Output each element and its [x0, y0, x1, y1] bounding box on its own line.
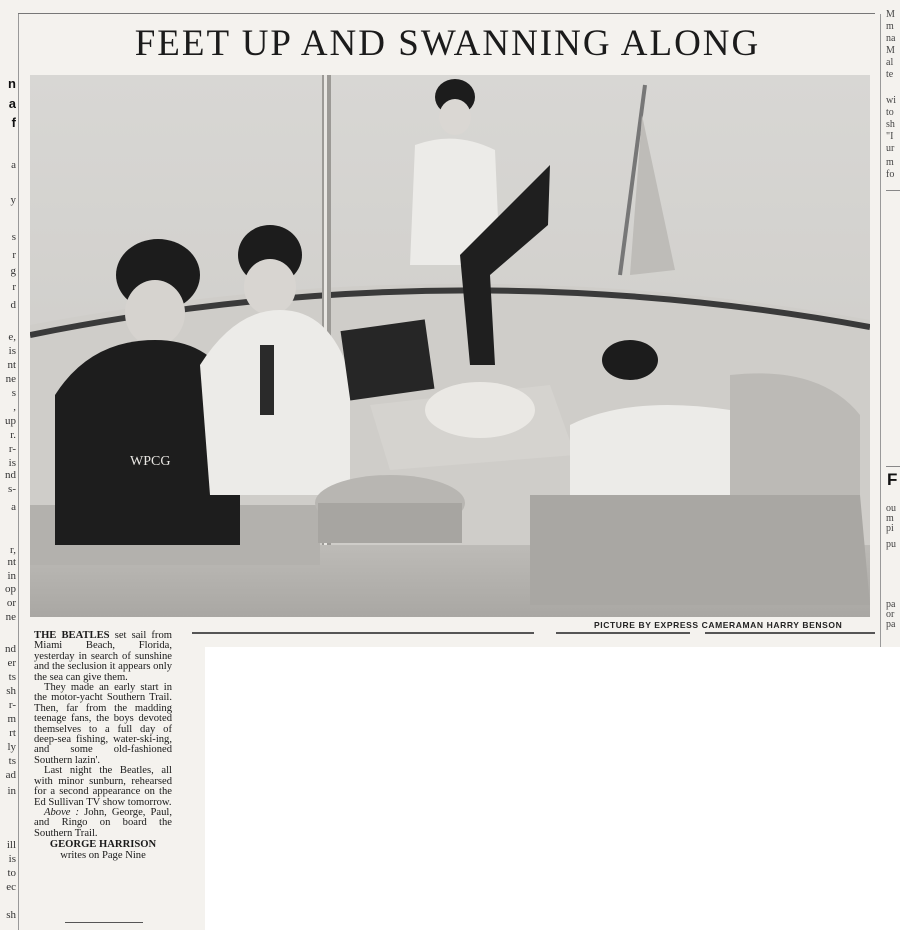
clipped-text-fragment: nt — [7, 359, 16, 371]
clipped-text-fragment: sh — [886, 119, 895, 130]
clipped-text-fragment: r- — [8, 699, 16, 711]
caption-paragraph: They made an early start in the motor-yacht Southern Trail. Then, far from the madding teenage fans, the boys devoted themselves to a full day of deep-sea fishing, water-ski-ing, and some old-fashioned Southern lazin'. — [34, 682, 172, 766]
photo-credit: PICTURE BY EXPRESS CAMERAMAN HARRY BENSON — [594, 620, 843, 630]
clipped-text-fragment: M — [886, 45, 895, 56]
top-rule — [18, 13, 875, 14]
photo-illustration — [30, 75, 870, 617]
caption-text: set sail from Miami Beach, Florida, yesterday in search of sunshine and the seclusion it appears only the sea can give them. — [34, 630, 172, 683]
clipped-text-fragment: ne — [5, 373, 16, 385]
caption-above-text: John, George, Paul, and Ringo on board the Southern Trail. — [34, 806, 172, 839]
clipped-text-fragment: e, — [8, 331, 16, 343]
clipped-text-fragment: in — [7, 570, 16, 582]
clipped-text-fragment: ill — [6, 839, 16, 851]
clipped-text-fragment: is — [8, 457, 16, 469]
clipped-text-fragment: d — [10, 299, 16, 311]
clipped-text-fragment: ne — [5, 611, 16, 623]
clipped-text-fragment: ts — [8, 755, 16, 767]
clipped-text-fragment: or — [886, 609, 895, 620]
clipped-text-fragment: y — [10, 194, 16, 206]
story-top-rule — [556, 632, 690, 634]
byline-page: writes on Page Nine — [60, 849, 146, 861]
clipped-text-fragment: nt — [7, 556, 16, 568]
clipped-text-fragment: m — [7, 713, 16, 725]
clipped-text-fragment: up — [5, 415, 16, 427]
clipped-text-fragment: ly — [7, 741, 16, 753]
clipped-text-fragment: ur — [886, 143, 895, 154]
caption-lead: THE BEATLES — [34, 630, 110, 641]
clipped-text-fragment: f — [11, 115, 16, 130]
clipped-text-fragment: m — [886, 21, 894, 32]
clipped-text-fragment: pu — [886, 539, 896, 550]
clipped-text-fragment: pi — [886, 523, 894, 534]
clipped-text-fragment: is — [8, 345, 16, 357]
clipped-text-fragment: er — [7, 657, 16, 669]
clipped-text-fragment: ts — [8, 671, 16, 683]
clipped-text-fragment: na — [886, 33, 896, 44]
clipped-text-fragment: , — [13, 401, 16, 413]
clipped-text-fragment: sh — [6, 909, 16, 921]
story-top-rule — [192, 632, 534, 634]
clipped-text-fragment: s — [11, 231, 16, 243]
clipped-text-fragment: nd — [5, 469, 16, 481]
clipped-text-fragment: n — [8, 76, 16, 91]
clipped-text-fragment: in — [7, 785, 16, 797]
clipped-text-fragment: ad — [5, 769, 16, 781]
clipped-text-fragment: pa — [886, 599, 896, 610]
clipped-text-fragment: to — [886, 107, 894, 118]
clipped-text-fragment: M — [886, 9, 895, 20]
clipped-text-fragment: to — [7, 867, 16, 879]
right-section-letter: F — [887, 470, 898, 489]
byline-name: GEORGE HARRISON — [49, 839, 157, 851]
clipped-text-fragment: op — [5, 583, 16, 595]
clipped-text-fragment: rt — [9, 727, 16, 739]
clipped-text-fragment: sh — [6, 685, 16, 697]
clipped-text-fragment: m — [886, 157, 894, 168]
photo-caption — [34, 631, 172, 861]
clipped-text-fragment: "I — [886, 131, 894, 142]
clipped-text-fragment: r, — [10, 544, 16, 556]
clipped-text-fragment: m — [886, 513, 894, 524]
clipped-text-fragment: g — [10, 265, 16, 277]
clipped-text-fragment: pa — [886, 619, 896, 630]
right-column-divider — [886, 466, 900, 467]
clipped-text-fragment: wi — [886, 95, 896, 106]
clipped-text-fragment: a — [11, 159, 16, 171]
clipped-text-fragment: a — [11, 501, 16, 513]
caption-paragraph — [34, 808, 172, 839]
news-photograph — [30, 75, 870, 617]
right-column-divider — [886, 190, 900, 191]
clipped-text-fragment: r. — [10, 429, 16, 441]
clipped-text-fragment: ec — [6, 881, 16, 893]
caption-end-rule — [65, 922, 143, 923]
blank-region — [205, 647, 900, 930]
caption-paragraph — [34, 631, 172, 683]
clipped-text-fragment: r — [12, 281, 16, 293]
clipped-text-fragment: or — [6, 597, 16, 609]
caption-above-label: Above : — [44, 806, 80, 818]
clipped-text-fragment: nd — [5, 643, 16, 655]
clipped-text-fragment: s- — [8, 483, 16, 495]
clipped-text-fragment: r — [12, 249, 16, 261]
story-top-rule — [705, 632, 875, 634]
sweater-lettering: WPCG — [130, 454, 171, 469]
left-column-rule — [18, 14, 19, 930]
right-clipped-column — [886, 8, 900, 638]
clipped-text-fragment: al — [886, 57, 894, 68]
clipped-text-fragment: fo — [886, 169, 895, 180]
clipped-text-fragment: te — [886, 69, 894, 80]
headline: FEET UP AND SWANNING ALONG — [134, 23, 761, 64]
clipped-text-fragment: s — [11, 387, 16, 399]
clipped-text-fragment: a — [8, 96, 16, 111]
left-clipped-column — [0, 60, 16, 930]
caption-paragraph: Last night the Beatles, all with minor sunburn, rehearsed for a second appearance on the Ed Sullivan TV show tomorrow. — [34, 765, 172, 808]
clipped-text-fragment: r- — [8, 443, 16, 455]
clipped-text-fragment: is — [8, 853, 16, 865]
clipped-text-fragment: ou — [886, 503, 896, 514]
